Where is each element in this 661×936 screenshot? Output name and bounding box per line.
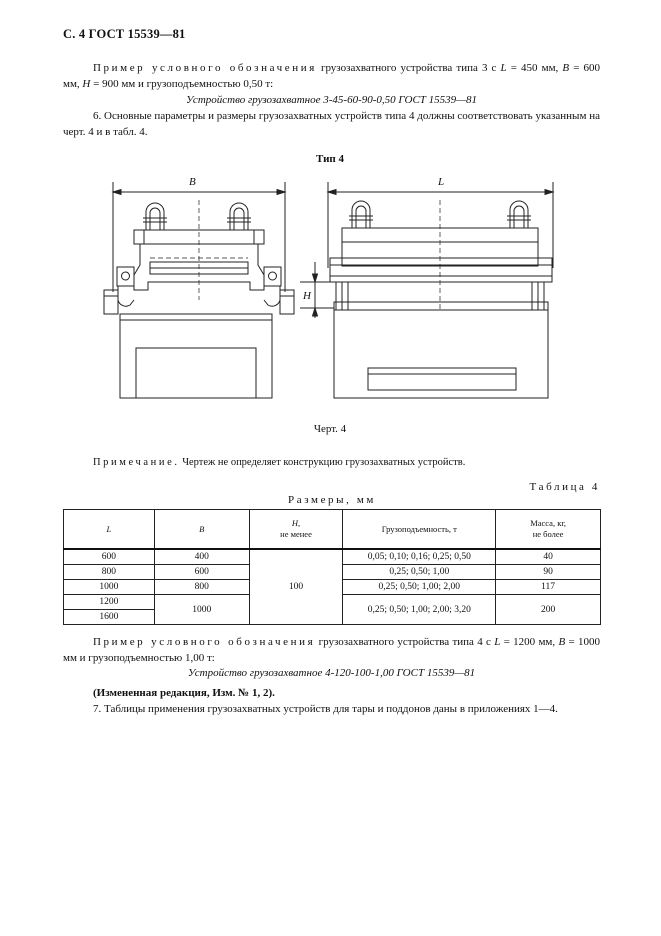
example1-L: L — [500, 62, 507, 74]
example1-text3: = 600 мм, — [63, 62, 600, 90]
note-lead: Примечание. — [93, 457, 180, 468]
table-label: Таблица 4 — [529, 481, 600, 493]
example1-lead: Пример условного обозначения — [93, 62, 317, 74]
example1-B: B — [562, 62, 570, 74]
cell-B: 1000 — [154, 595, 249, 625]
header-H: H, не менее — [249, 510, 343, 550]
example2-lead: Пример условного обозначения — [93, 636, 316, 648]
right-view — [330, 200, 552, 398]
example1-designation: Устройство грузозахватное 3-45-60-90-0,50 ГОСТ 15539—81 — [186, 94, 477, 106]
example2-text3: = 1000 мм и грузоподъемностью 1,00 т: — [63, 636, 600, 664]
revision-note: (Измененная редакция, Изм. № 1, 2). — [93, 687, 275, 699]
example2-L: L — [494, 636, 501, 648]
example2-designation: Устройство грузозахватное 4-120-100-1,00 ГОСТ 15539—81 — [187, 667, 476, 679]
cell-H: 100 — [249, 549, 343, 625]
example2-B: B — [558, 636, 566, 648]
cell-L: 600 — [64, 549, 155, 565]
dim-label-b: B — [189, 176, 196, 188]
cell-L: 800 — [64, 565, 155, 580]
cell-B: 400 — [154, 549, 249, 565]
cell-mass: 40 — [496, 549, 601, 565]
example1-H: H — [82, 78, 91, 90]
drawing-caption: Черт. 4 — [313, 423, 347, 435]
cell-L: 1200 — [64, 595, 155, 610]
dim-label-h: H — [303, 290, 311, 302]
cell-capacity: 0,25; 0,50; 1,00; 2,00 — [343, 580, 496, 595]
dim-label-l: L — [438, 176, 445, 188]
header-L: L — [64, 510, 155, 550]
example2-paragraph — [63, 634, 600, 666]
left-view — [104, 200, 294, 398]
example1-text4: = 900 мм и грузоподъемностью 0,50 т: — [90, 78, 274, 90]
example1-text1: грузозахватного устройства типа 3 с — [316, 62, 501, 74]
cell-mass: 200 — [496, 595, 601, 625]
note-text: Чертеж не определяет конструкцию грузозахватных устройств. — [179, 457, 466, 468]
table-4 — [63, 509, 601, 625]
paragraph-6: 6. Основные параметры и размеры грузозахватных устройств типа 4 должны соответствовать указанным на черт. 4 и в табл. 4. — [63, 110, 600, 138]
page-header: С. 4 ГОСТ 15539—81 — [63, 27, 186, 41]
dimension-l-right-view — [328, 182, 553, 268]
cell-mass: 90 — [496, 565, 601, 580]
example2-text2: = 1200 мм, — [500, 636, 556, 648]
example1-text2: = 450 мм, — [506, 62, 559, 74]
cell-mass: 117 — [496, 580, 601, 595]
header-mass: Масса, кг, не более — [496, 510, 601, 550]
cell-capacity: 0,25; 0,50; 1,00 — [343, 565, 496, 580]
cell-B: 600 — [154, 565, 249, 580]
header-B: B — [154, 510, 249, 550]
cell-L: 1000 — [64, 580, 155, 595]
note-paragraph — [63, 455, 600, 471]
cell-B: 800 — [154, 580, 249, 595]
cell-L: 1600 — [64, 610, 155, 625]
cell-capacity: 0,05; 0,10; 0,16; 0,25; 0,50 — [343, 549, 496, 565]
table-units: Размеры, мм — [288, 494, 376, 506]
paragraph-7: 7. Таблицы применения грузозахватных устройств для тары и поддонов даны в приложениях 1—4. — [93, 703, 558, 715]
drawing-title: Тип 4 — [316, 153, 344, 165]
cell-capacity: 0,25; 0,50; 1,00; 2,00; 3,20 — [343, 595, 496, 625]
example2-text1: грузозахватного устройства типа 4 с — [315, 636, 495, 648]
table-row — [64, 549, 601, 565]
header-capacity: Грузоподъемность, т — [343, 510, 496, 550]
